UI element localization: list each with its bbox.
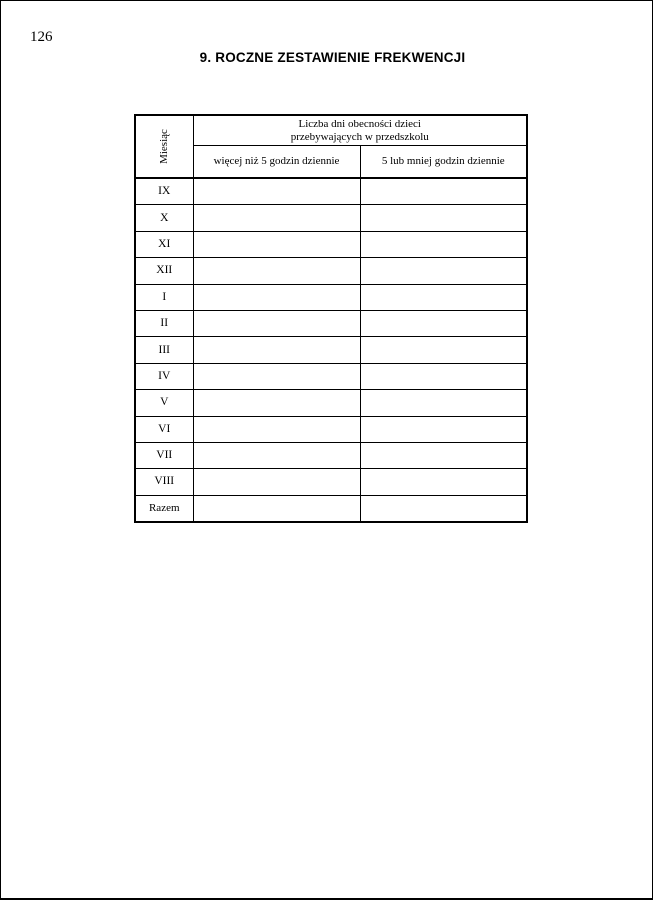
total-label-cell: Razem (135, 495, 193, 522)
page-number: 126 (30, 29, 53, 45)
table-row (135, 231, 527, 257)
month-cell: I (135, 284, 193, 310)
month-cell: IX (135, 178, 193, 205)
more-than-5h-cell[interactable] (193, 469, 360, 495)
column-header-more-than-5h: więcej niż 5 godzin dziennie (193, 146, 360, 178)
month-cell: XI (135, 231, 193, 257)
table-row (135, 258, 527, 284)
more-than-5h-cell[interactable] (193, 442, 360, 468)
table-row (135, 469, 527, 495)
more-than-5h-cell[interactable] (193, 337, 360, 363)
section-title: 9. ROCZNE ZESTAWIENIE FREKWENCJI (199, 50, 466, 65)
more-than-5h-cell[interactable] (193, 231, 360, 257)
5h-or-less-cell[interactable] (360, 363, 527, 389)
table-row (135, 416, 527, 442)
table-row (135, 390, 527, 416)
month-cell: VI (135, 416, 193, 442)
more-than-5h-cell[interactable] (193, 390, 360, 416)
group-header-line-2: przebywających w przedszkolu (290, 130, 429, 143)
table-row (135, 205, 527, 231)
column-header-5h-or-less: 5 lub mniej godzin dziennie (360, 146, 527, 178)
table-row (135, 178, 527, 205)
month-cell: IV (135, 363, 193, 389)
more-than-5h-cell[interactable] (193, 258, 360, 284)
5h-or-less-cell[interactable] (360, 390, 527, 416)
month-header-label: Miesiąc (157, 129, 170, 164)
5h-or-less-cell[interactable] (360, 337, 527, 363)
month-cell: VII (135, 442, 193, 468)
5h-or-less-cell[interactable] (360, 442, 527, 468)
5h-or-less-cell[interactable] (360, 231, 527, 257)
table-row (135, 310, 527, 336)
month-cell: II (135, 310, 193, 336)
table-body (135, 178, 527, 522)
more-than-5h-cell[interactable] (193, 416, 360, 442)
month-header-cell (135, 115, 193, 178)
5h-or-less-cell[interactable] (360, 178, 527, 205)
month-cell: V (135, 390, 193, 416)
more-than-5h-cell[interactable] (193, 363, 360, 389)
month-cell: III (135, 337, 193, 363)
5h-or-less-cell[interactable] (360, 416, 527, 442)
group-header-line-1: Liczba dni obecności dzieci (298, 117, 421, 130)
month-cell: X (135, 205, 193, 231)
total-row (135, 495, 527, 522)
5h-or-less-cell[interactable] (360, 310, 527, 336)
attendance-group-header (193, 115, 527, 146)
table-row (135, 284, 527, 310)
attendance-table (134, 114, 528, 523)
more-than-5h-cell[interactable] (193, 284, 360, 310)
month-cell: XII (135, 258, 193, 284)
month-cell: VIII (135, 469, 193, 495)
header-row (135, 115, 527, 146)
5h-or-less-cell[interactable] (360, 258, 527, 284)
more-than-5h-cell[interactable] (193, 178, 360, 205)
5h-or-less-cell[interactable] (360, 205, 527, 231)
total-more-than-5h-cell[interactable] (193, 495, 360, 522)
total-5h-or-less-cell[interactable] (360, 495, 527, 522)
5h-or-less-cell[interactable] (360, 284, 527, 310)
table-row (135, 363, 527, 389)
5h-or-less-cell[interactable] (360, 469, 527, 495)
more-than-5h-cell[interactable] (193, 205, 360, 231)
table-row (135, 442, 527, 468)
table-row (135, 337, 527, 363)
more-than-5h-cell[interactable] (193, 310, 360, 336)
subheader-row (135, 146, 527, 178)
